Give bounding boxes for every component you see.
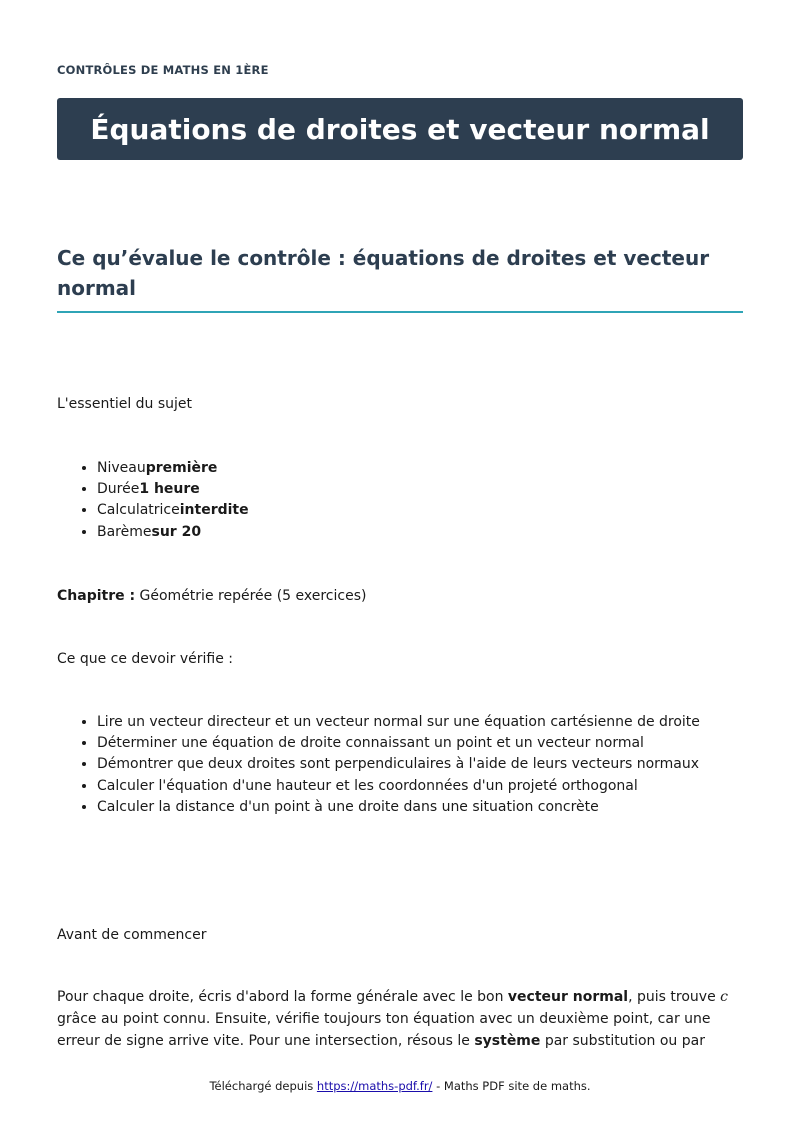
chapitre-line [57,586,366,607]
verifie-heading: Ce que ce devoir vérifie : [57,651,234,667]
chapitre-value: Géométrie repérée (5 exercices) [139,588,367,604]
list-item: • Démontrer que deux droites sont perpendiculaires à l'aide de leurs vecteurs normaux [97,754,700,775]
list-item: • Calculer l'équation d'une hauteur et les coordonnées d'un projeté orthogonal [97,776,700,797]
essentiel-list [57,458,249,543]
list-item: • Durée1 heure [97,479,249,500]
essentiel-heading: L'essentiel du sujet [57,396,193,412]
page-footer: Téléchargé depuis https://maths-pdf.fr/ - Maths PDF site de maths. [209,1079,591,1093]
verifie-list [57,712,700,818]
list-item: • Lire un vecteur directeur et un vecteur normal sur une équation cartésienne de droite [97,712,700,733]
list-item: • Calculer la distance d'un point à une droite dans une situation concrète [97,797,700,818]
list-item: • Niveaupremière [97,458,249,479]
page-title: Équations de droites et vecteur normal [90,112,710,146]
chapitre-label: Chapitre : [57,588,136,604]
section-title: Ce qu’évalue le contrôle : équations de droites et vecteur normal [57,243,743,313]
advice-paragraph: Pour chaque droite, écris d'abord la forme générale avec le bon vecteur normal, puis trouve c grâce au point connu. Ensuite, vérifie toujours ton équation avec un deuxième point, car une erreur de signe arrive vite. Pour une intersection, résous le système par substitution ou par [57,989,728,1049]
title-banner [57,98,743,160]
list-item: • Déterminer une équation de droite connaissant un point et un vecteur normal [97,733,700,754]
avant-heading: Avant de commencer [57,927,207,943]
variable-c: c [720,989,728,1005]
list-item: • Barèmesur 20 [97,522,249,543]
list-item: • Calculatriceinterdite [97,500,249,521]
site-kicker: CONTRÔLES DE MATHS EN 1ÈRE [57,63,269,77]
site-link[interactable]: https://maths-pdf.fr/ [316,1079,433,1093]
